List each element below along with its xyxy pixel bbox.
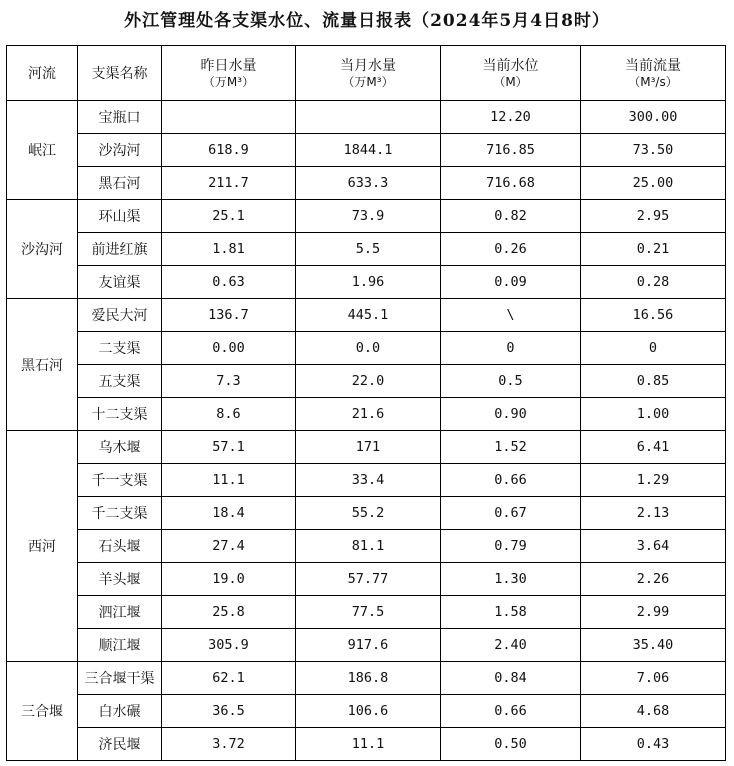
month-cell: 1.96 [296,266,441,299]
header-month-label: 当月水量 [340,58,396,74]
yesterday-cell: 618.9 [162,134,296,167]
table-row [7,662,726,695]
table-row [7,332,726,365]
header-level-label: 当前水位 [482,58,539,74]
flow-cell: 300.00 [581,101,726,134]
table-row [7,695,726,728]
level-cell: 0.66 [441,464,581,497]
report-title: 外江管理处各支渠水位、流量日报表（2024年5月4日8时） [124,11,610,31]
month-cell: 445.1 [296,299,441,332]
table-row [7,563,726,596]
level-cell: 0.50 [441,728,581,761]
table-row [7,365,726,398]
canal-name-cell: 十二支渠 [78,398,162,431]
flow-cell: 0 [581,332,726,365]
month-cell: 73.9 [296,200,441,233]
level-cell: 0.90 [441,398,581,431]
table-row [7,431,726,464]
flow-cell: 3.64 [581,530,726,563]
header-yesterday [162,46,296,101]
level-cell: 1.58 [441,596,581,629]
canal-name-cell: 宝瓶口 [78,101,162,134]
canal-name-cell: 千二支渠 [78,497,162,530]
month-cell: 186.8 [296,662,441,695]
canal-name-cell: 泗江堰 [78,596,162,629]
flow-cell: 16.56 [581,299,726,332]
yesterday-cell: 0.00 [162,332,296,365]
river-name-cell: 沙沟河 [7,200,78,299]
yesterday-cell: 19.0 [162,563,296,596]
table-row [7,530,726,563]
flow-cell: 0.28 [581,266,726,299]
flow-cell: 2.26 [581,563,726,596]
canal-name-cell: 乌木堰 [78,431,162,464]
month-cell: 21.6 [296,398,441,431]
table-row [7,200,726,233]
flow-cell: 73.50 [581,134,726,167]
table-row [7,728,726,761]
yesterday-cell: 8.6 [162,398,296,431]
yesterday-cell: 1.81 [162,233,296,266]
level-cell: 0.82 [441,200,581,233]
header-river: 河流 [7,46,78,101]
yesterday-cell: 11.1 [162,464,296,497]
month-cell: 171 [296,431,441,464]
yesterday-cell: 7.3 [162,365,296,398]
level-cell: 716.68 [441,167,581,200]
flow-cell: 0.21 [581,233,726,266]
canal-name-cell: 五支渠 [78,365,162,398]
level-cell: 0.79 [441,530,581,563]
flow-cell: 1.29 [581,464,726,497]
table-row [7,167,726,200]
month-cell: 917.6 [296,629,441,662]
canal-name-cell: 顺江堰 [78,629,162,662]
month-cell: 5.5 [296,233,441,266]
canal-name-cell: 前进红旗 [78,233,162,266]
canal-name-cell: 友谊渠 [78,266,162,299]
level-cell: 0.66 [441,695,581,728]
month-cell: 0.0 [296,332,441,365]
header-flow-unit: （M³/s） [628,75,678,89]
flow-cell: 6.41 [581,431,726,464]
canal-name-cell: 石头堰 [78,530,162,563]
month-cell: 81.1 [296,530,441,563]
flow-cell: 0.85 [581,365,726,398]
flow-cell: 2.99 [581,596,726,629]
header-yesterday-unit: （万M³） [202,75,255,89]
water-report-table [6,45,726,761]
yesterday-cell: 25.8 [162,596,296,629]
canal-name-cell: 三合堰干渠 [78,662,162,695]
yesterday-cell: 57.1 [162,431,296,464]
flow-cell: 25.00 [581,167,726,200]
yesterday-cell: 36.5 [162,695,296,728]
month-cell: 33.4 [296,464,441,497]
river-name-cell: 三合堰 [7,662,78,761]
month-cell [296,101,441,134]
month-cell: 77.5 [296,596,441,629]
level-cell: \ [441,299,581,332]
table-row [7,464,726,497]
canal-name-cell: 千一支渠 [78,464,162,497]
month-cell: 22.0 [296,365,441,398]
header-flow-label: 当前流量 [625,58,681,74]
canal-name-cell: 沙沟河 [78,134,162,167]
table-row [7,299,726,332]
yesterday-cell: 0.63 [162,266,296,299]
flow-cell: 2.13 [581,497,726,530]
flow-cell: 35.40 [581,629,726,662]
header-canal: 支渠名称 [78,46,162,101]
level-cell: 2.40 [441,629,581,662]
level-cell: 0 [441,332,581,365]
yesterday-cell: 62.1 [162,662,296,695]
canal-name-cell: 黑石河 [78,167,162,200]
level-cell: 1.52 [441,431,581,464]
table-row [7,629,726,662]
yesterday-cell: 18.4 [162,497,296,530]
canal-name-cell: 羊头堰 [78,563,162,596]
yesterday-cell: 3.72 [162,728,296,761]
flow-cell: 2.95 [581,200,726,233]
flow-cell: 4.68 [581,695,726,728]
month-cell: 11.1 [296,728,441,761]
level-cell: 1.30 [441,563,581,596]
header-level-unit: （M） [493,75,528,89]
yesterday-cell [162,101,296,134]
table-row [7,266,726,299]
flow-cell: 0.43 [581,728,726,761]
header-flow [581,46,726,101]
level-cell: 0.26 [441,233,581,266]
month-cell: 633.3 [296,167,441,200]
table-row [7,497,726,530]
table-row [7,233,726,266]
month-cell: 1844.1 [296,134,441,167]
header-row [7,46,726,101]
yesterday-cell: 305.9 [162,629,296,662]
flow-cell: 1.00 [581,398,726,431]
table-body [7,101,726,761]
yesterday-cell: 25.1 [162,200,296,233]
flow-cell: 7.06 [581,662,726,695]
river-name-cell: 黑石河 [7,299,78,431]
table-row [7,398,726,431]
canal-name-cell: 白水碾 [78,695,162,728]
canal-name-cell: 二支渠 [78,332,162,365]
river-name-cell: 岷江 [7,101,78,200]
header-month [296,46,441,101]
level-cell: 0.5 [441,365,581,398]
river-name-cell: 西河 [7,431,78,662]
month-cell: 55.2 [296,497,441,530]
header-level [441,46,581,101]
header-month-unit: （万M³） [342,75,394,89]
table-row [7,596,726,629]
canal-name-cell: 济民堰 [78,728,162,761]
level-cell: 0.84 [441,662,581,695]
table-row [7,134,726,167]
canal-name-cell: 爱民大河 [78,299,162,332]
yesterday-cell: 211.7 [162,167,296,200]
month-cell: 106.6 [296,695,441,728]
level-cell: 0.67 [441,497,581,530]
table-row [7,101,726,134]
level-cell: 0.09 [441,266,581,299]
month-cell: 57.77 [296,563,441,596]
yesterday-cell: 27.4 [162,530,296,563]
header-yesterday-label: 昨日水量 [200,58,257,74]
canal-name-cell: 环山渠 [78,200,162,233]
level-cell: 716.85 [441,134,581,167]
yesterday-cell: 136.7 [162,299,296,332]
level-cell: 12.20 [441,101,581,134]
